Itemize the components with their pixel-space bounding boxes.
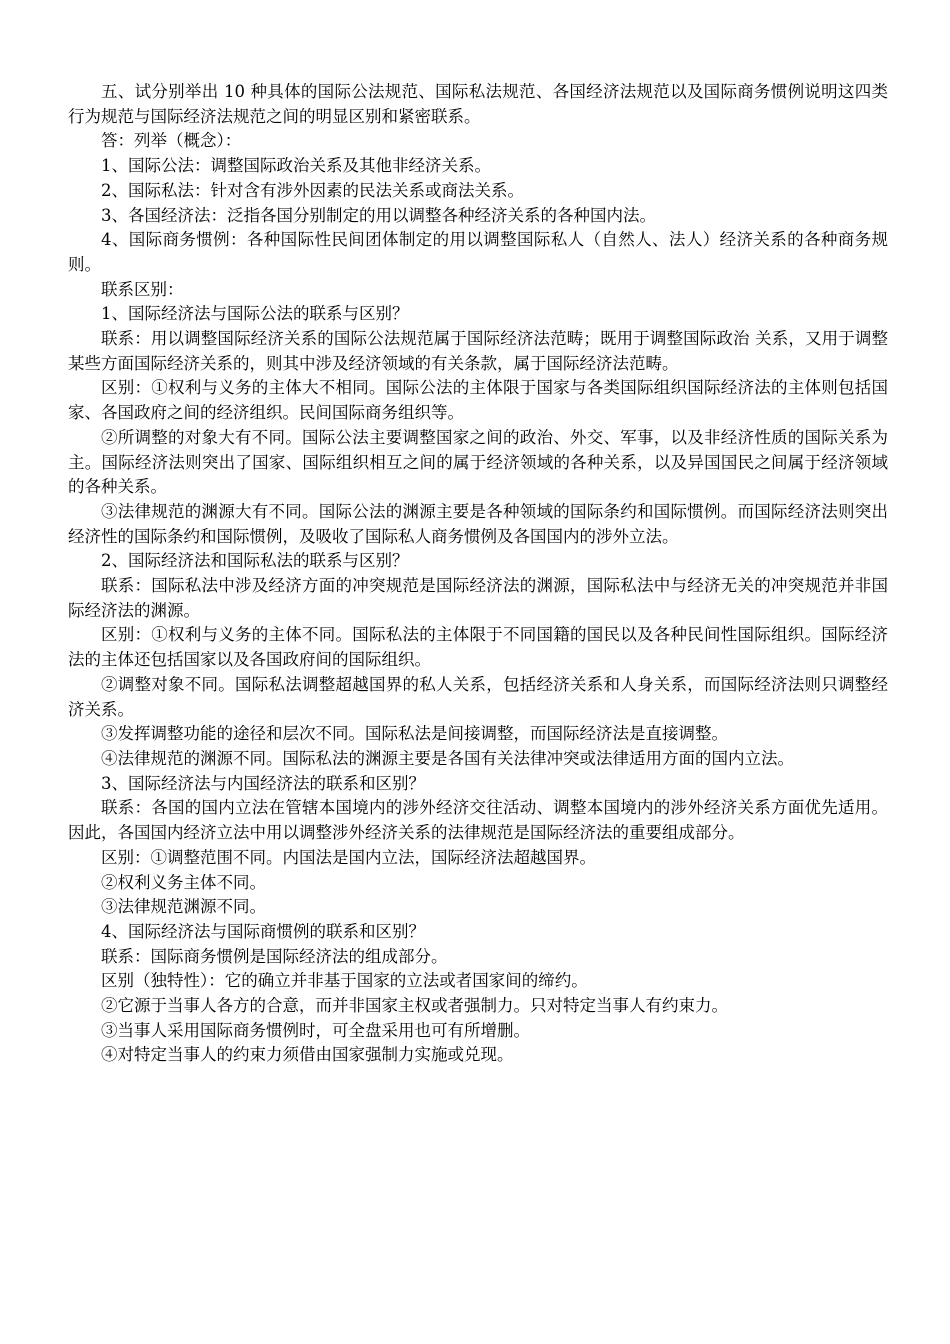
section-heading-relations: 联系区别：: [101, 279, 184, 299]
paragraph-difference: 区别：①权利与义务的主体不同。国际私法的主体限于不同国籍的国民以及各种民间性国际组织。国际经济法的主体还包括国家以及各国政府间的国际组织。: [68, 625, 888, 670]
paragraph-difference: ③当事人采用国际商务惯例时，可全盘采用也可有所增删。: [101, 1020, 530, 1040]
paragraph-relation: 联系：用以调整国际经济关系的国际公法规范属于国际经济法范畴；既用于调整国际政治 关系，又用于调整某些方面国际经济关系的，则其中涉及经济领域的有关条款，属于国际经济法范畴。: [68, 329, 888, 373]
document-body: [68, 80, 888, 1068]
paragraph-difference: ②权利义务主体不同。: [101, 872, 266, 892]
paragraph-difference: 区别：①权利与义务的主体大不相同。国际公法的主体限于国家与各类国际组织国际经济法的主体则包括国家、各国政府之间的经济组织。民间国际商务组织等。: [68, 378, 888, 423]
paragraph-difference: ④对特定当事人的约束力须借由国家强制力实施或兑现。: [101, 1045, 514, 1065]
paragraph-difference: 区别：①调整范围不同。内国法是国内立法，国际经济法超越国界。: [101, 847, 596, 867]
paragraph-relation: 联系：国际商务惯例是国际经济法的组成部分。: [101, 946, 448, 966]
paragraph-relation: 联系：各国的国内立法在管辖本国境内的涉外经济交往活动、调整本国境内的涉外经济关系方面优先适用。因此，各国国内经济立法中用以调整涉外经济关系的法律规范是国际经济法的重要组成部分。: [68, 798, 888, 843]
paragraph-difference: ②它源于当事人各方的合意，而并非国家主权或者强制力。只对特定当事人有约束力。: [101, 996, 728, 1016]
definition-private-international-law: 2、国际私法：针对含有涉外因素的民法关系或商法关系。: [101, 180, 524, 200]
paragraph-difference: 区别（独特性）：它的确立并非基于国家的立法或者国家间的缔约。: [101, 971, 588, 991]
question-paragraph: 五、试分别举出 10 种具体的国际公法规范、国际私法规范、各国经济法规范以及国际商务惯例说明这四类行为规范与国际经济法规范之间的明显区别和紧密联系。: [68, 82, 888, 126]
paragraph-difference: ④法律规范的渊源不同。国际私法的渊源主要是各国有关法律冲突或法律适用方面的国内立法。: [101, 748, 794, 768]
paragraph-difference: ③法律规范的渊源大有不同。国际公法的渊源主要是各种领域的国际条约和国际惯例。而国际经济法则突出经济性的国际条约和国际惯例，及吸收了国际私人商务惯例及各国国内的涉外立法。: [68, 501, 888, 546]
subheading-public-law: 1、国际经济法与国际公法的联系与区别？: [101, 304, 409, 324]
paragraph-difference: ②调整对象不同。国际私法调整超越国界的私人关系，包括经济关系和人身关系，而国际经济法则只调整经济关系。: [68, 674, 888, 719]
definition-public-international-law: 1、国际公法：调整国际政治关系及其他非经济关系。: [101, 156, 491, 176]
paragraph-relation: 联系：国际私法中涉及经济方面的冲突规范是国际经济法的渊源，国际私法中与经济无关的冲突规范并非国际经济法的渊源。: [68, 576, 888, 620]
definition-national-economic-law: 3、各国经济法：泛指各国分别制定的用以调整各种经济关系的各种国内法。: [101, 205, 656, 225]
definition-international-commercial-custom: 4、国际商务惯例：各种国际性民间团体制定的用以调整国际私人（自然人、法人）经济关系的各种商务规则。: [68, 230, 888, 274]
paragraph-difference: ③法律规范渊源不同。: [101, 897, 266, 917]
subheading-domestic-economic-law: 3、国际经济法与内国经济法的联系和区别？: [101, 773, 425, 793]
subheading-private-law: 2、国际经济法和国际私法的联系与区别？: [101, 551, 409, 571]
paragraph-difference: ③发挥调整功能的途径和层次不同。国际私法是间接调整，而国际经济法是直接调整。: [101, 724, 728, 744]
subheading-commercial-custom: 4、国际经济法与国际商惯例的联系和区别？: [101, 921, 425, 941]
paragraph-difference: ②所调整的对象大有不同。国际公法主要调整国家之间的政治、外交、军事，以及非经济性质的国际关系为主。国际经济法则突出了国家、国际组织相互之间的属于经济领域的各种关系，以及异国国民之间属于经济领域的各种关系。: [68, 427, 888, 497]
answer-heading: 答：列举（概念）：: [101, 131, 242, 151]
